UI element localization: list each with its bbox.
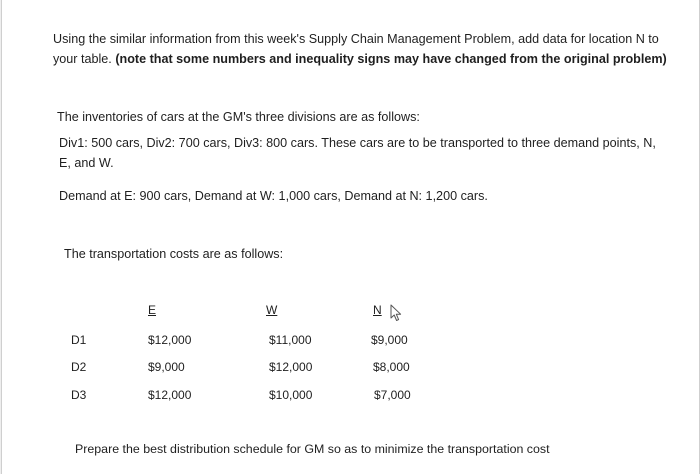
divisions-sentence: Div1: 500 cars, Div2: 700 cars, Div3: 800 cars. These cars are to be transported to three demand points, N, E, and W. (59, 136, 656, 170)
cost-d3-e: $12,000 (148, 388, 192, 402)
cost-d1-n: $9,000 (371, 333, 408, 347)
intro-bold-note: (note that some numbers and inequality signs may have changed from the original problem) (115, 52, 667, 66)
cost-d1-e: $12,000 (148, 333, 192, 347)
costs-intro: The transportation costs are as follows: (64, 247, 284, 261)
cost-d2-w: $12,000 (269, 360, 313, 374)
column-header-e: E (148, 303, 157, 317)
cost-d3-w: $10,000 (269, 388, 313, 402)
cost-d1-w: $11,000 (269, 333, 312, 347)
cost-d3-n: $7,000 (374, 388, 411, 402)
problem-intro (53, 29, 673, 69)
column-header-n: N (373, 303, 382, 317)
row-label-d1: D1 (71, 333, 87, 347)
intro-plain-text: Using the similar information from this week's Supply Chain Management Problem, add data for location N to your table. (53, 32, 659, 66)
mouse-pointer-icon (390, 304, 404, 322)
inventory-sentence: The inventories of cars at the GM's three divisions are as follows: (57, 110, 420, 124)
instruction-sentence: Prepare the best distribution schedule for GM so as to minimize the transportation cost (75, 442, 550, 456)
document-page (1, 0, 700, 474)
cost-d2-e: $9,000 (148, 360, 185, 374)
column-header-w: W (266, 303, 278, 317)
cost-d2-n: $8,000 (373, 360, 410, 374)
row-label-d3: D3 (71, 388, 87, 402)
row-label-d2: D2 (71, 360, 87, 374)
demand-sentence: Demand at E: 900 cars, Demand at W: 1,000 cars, Demand at N: 1,200 cars. (59, 189, 488, 203)
